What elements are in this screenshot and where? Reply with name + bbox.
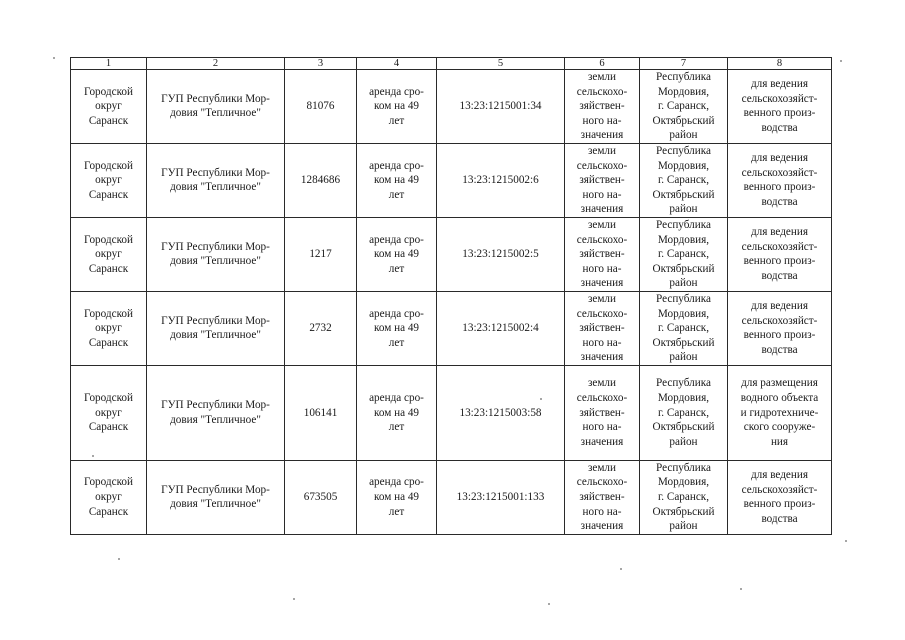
- scan-speck: [845, 540, 847, 542]
- holder-cell: ГУП Республики Мор- довия "Тепличное": [147, 70, 285, 144]
- table-row: [71, 217, 832, 291]
- land-category-cell: земли сельскохо- зяйствен- ного на- значения: [565, 143, 640, 217]
- district-cell: Городской округ Саранск: [71, 143, 147, 217]
- holder-cell: ГУП Республики Мор- довия "Тепличное": [147, 143, 285, 217]
- area-cell: 2732: [285, 291, 357, 365]
- land-category-cell: земли сельскохо- зяйствен- ного на- значения: [565, 365, 640, 460]
- permitted-use-cell: для ведения сельскохозяйст- венного произ- водства: [728, 70, 832, 144]
- scan-speck: [840, 60, 842, 62]
- land-plots-table: [70, 57, 832, 535]
- cadastral-number-cell: 13:23:1215002:6: [437, 143, 565, 217]
- table-row: [71, 291, 832, 365]
- district-cell: Городской округ Саранск: [71, 460, 147, 534]
- column-number: 4: [357, 58, 437, 70]
- right-cell: аренда сро- ком на 49 лет: [357, 217, 437, 291]
- permitted-use-cell: для ведения сельскохозяйст- венного произ- водства: [728, 217, 832, 291]
- cadastral-number-cell: 13:23:1215001:133: [437, 460, 565, 534]
- land-category-cell: земли сельскохо- зяйствен- ного на- значения: [565, 291, 640, 365]
- district-cell: Городской округ Саранск: [71, 217, 147, 291]
- holder-cell: ГУП Республики Мор- довия "Тепличное": [147, 291, 285, 365]
- area-cell: 673505: [285, 460, 357, 534]
- cadastral-number-cell: 13:23:1215003:58: [437, 365, 565, 460]
- column-number: 8: [728, 58, 832, 70]
- scan-speck: [53, 57, 55, 59]
- cadastral-number-cell: 13:23:1215002:5: [437, 217, 565, 291]
- column-number: 6: [565, 58, 640, 70]
- address-cell: Республика Мордовия, г. Саранск, Октябрьский район: [640, 460, 728, 534]
- right-cell: аренда сро- ком на 49 лет: [357, 143, 437, 217]
- permitted-use-cell: для ведения сельскохозяйст- венного произ- водства: [728, 143, 832, 217]
- district-cell: Городской округ Саранск: [71, 70, 147, 144]
- table-row: [71, 70, 832, 144]
- column-number: 7: [640, 58, 728, 70]
- holder-cell: ГУП Республики Мор- довия "Тепличное": [147, 460, 285, 534]
- scan-speck: [548, 603, 550, 605]
- land-category-cell: земли сельскохо- зяйствен- ного на- значения: [565, 460, 640, 534]
- cadastral-number-cell: 13:23:1215002:4: [437, 291, 565, 365]
- land-category-cell: земли сельскохо- зяйствен- ного на- значения: [565, 217, 640, 291]
- scan-speck: [620, 568, 622, 570]
- table-row: [71, 460, 832, 534]
- holder-cell: ГУП Республики Мор- довия "Тепличное": [147, 217, 285, 291]
- area-cell: 1284686: [285, 143, 357, 217]
- scan-speck: [118, 558, 120, 560]
- table-row: [71, 365, 832, 460]
- area-cell: 81076: [285, 70, 357, 144]
- column-number: 1: [71, 58, 147, 70]
- address-cell: Республика Мордовия, г. Саранск, Октябрьский район: [640, 217, 728, 291]
- scan-speck: [540, 398, 542, 400]
- right-cell: аренда сро- ком на 49 лет: [357, 460, 437, 534]
- permitted-use-cell: для ведения сельскохозяйст- венного произ- водства: [728, 291, 832, 365]
- table-row: [71, 143, 832, 217]
- district-cell: Городской округ Саранск: [71, 291, 147, 365]
- cadastral-number-cell: 13:23:1215001:34: [437, 70, 565, 144]
- area-cell: 106141: [285, 365, 357, 460]
- address-cell: Республика Мордовия, г. Саранск, Октябрьский район: [640, 70, 728, 144]
- district-cell: Городской округ Саранск: [71, 365, 147, 460]
- column-number: 5: [437, 58, 565, 70]
- address-cell: Республика Мордовия, г. Саранск, Октябрьский район: [640, 365, 728, 460]
- column-number: 3: [285, 58, 357, 70]
- permitted-use-cell: для ведения сельскохозяйст- венного произ- водства: [728, 460, 832, 534]
- column-number: 2: [147, 58, 285, 70]
- right-cell: аренда сро- ком на 49 лет: [357, 70, 437, 144]
- permitted-use-cell: для размещения водного объекта и гидротехниче- ского сооруже- ния: [728, 365, 832, 460]
- land-category-cell: земли сельскохо- зяйствен- ного на- значения: [565, 70, 640, 144]
- right-cell: аренда сро- ком на 49 лет: [357, 365, 437, 460]
- column-numbers-row: [71, 58, 832, 70]
- holder-cell: ГУП Республики Мор- довия "Тепличное": [147, 365, 285, 460]
- right-cell: аренда сро- ком на 49 лет: [357, 291, 437, 365]
- area-cell: 1217: [285, 217, 357, 291]
- address-cell: Республика Мордовия, г. Саранск, Октябрьский район: [640, 143, 728, 217]
- scan-speck: [293, 598, 295, 600]
- scan-speck: [92, 455, 94, 457]
- scan-speck: [740, 588, 742, 590]
- address-cell: Республика Мордовия, г. Саранск, Октябрьский район: [640, 291, 728, 365]
